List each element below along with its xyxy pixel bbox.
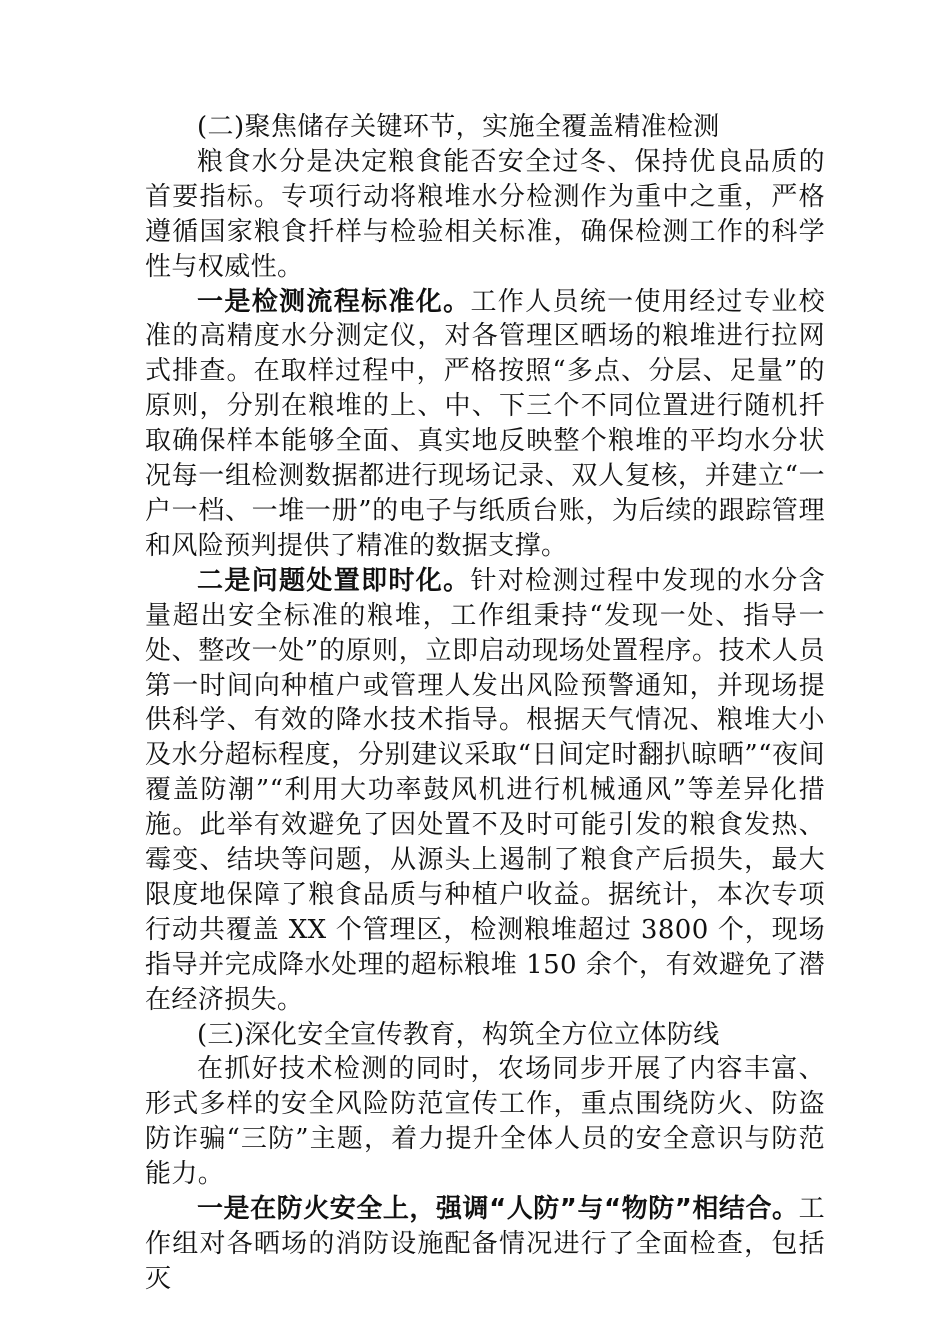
section-heading-2: (二)聚焦储存关键环节，实施全覆盖精准检测 xyxy=(197,112,720,142)
document-page xyxy=(145,110,825,1297)
paragraph-immediate-handling xyxy=(145,564,825,1018)
paragraph-lead: 一是在防火安全上，强调“人防”与“物防”相结合。 xyxy=(197,1194,799,1225)
paragraph-safety-intro: 在抓好技术检测的同时，农场同步开展了内容丰富、形式多样的安全风险防范宣传工作，重点围绕防火、防盗防诈骗“三防”主题，着力提升全体人员的安全意识与防范能力。 xyxy=(145,1054,825,1190)
paragraph-lead: 一是检测流程标准化。 xyxy=(197,286,471,317)
paragraph-lead: 二是问题处置即时化。 xyxy=(197,565,471,596)
paragraph-moisture-intro: 粮食水分是决定粮食能否安全过冬、保持优良品质的首要指标。专项行动将粮堆水分检测作为重中之重，严格遵循国家粮食扦样与检验相关标准，确保检测工作的科学性与权威性。 xyxy=(145,146,825,282)
paragraph-standardized-process xyxy=(145,285,825,564)
paragraph-fire-safety xyxy=(145,1192,825,1297)
paragraph-body: 工作人员统一使用经过专业校准的高精度水分测定仪，对各管理区晒场的粮堆进行拉网式排查。在取样过程中，严格按照“多点、分层、足量”的原则，分别在粮堆的上、中、下三个不同位置进行随机扦取确保样本能够全面、真实地反映整个粮堆的平均水分状况每一组检测数据都进行现场记录、双人复核，并建立“一户一档、一堆一册”的电子与纸质台账，为后续的跟踪管理和风险预判提供了精准的数据支撑。 xyxy=(145,286,825,561)
paragraph-body: 针对检测过程中发现的水分含量超出安全标准的粮堆，工作组秉持“发现一处、指导一处、整改一处”的原则，立即启动现场处置程序。技术人员第一时间向种植户或管理人发出风险预警通知，并现场提供科学、有效的降水技术指导。根据天气情况、粮堆大小及水分超标程度，分别建议采取“日间定时翻扒晾晒”“夜间覆盖防潮”“利用大功率鼓风机进行机械通风”等差异化措施。此举有效避免了因处置不及时可能引发的粮食发热、霉变、结块等问题，从源头上遏制了粮食产后损失，最大限度地保障了粮食品质与种植户收益。据统计，本次专项行动共覆盖 XX 个管理区，检测粮堆超过 3800 个，现场指导并完成降水处理的超标粮堆 150 余个，有效避免了潜在经济损失。 xyxy=(145,565,825,1015)
section-heading-3: (三)深化安全宣传教育，构筑全方位立体防线 xyxy=(197,1019,720,1050)
paragraph-body: 工作组对各晒场的消防设施配备情况进行了全面检查，包括灭 xyxy=(145,1194,825,1294)
